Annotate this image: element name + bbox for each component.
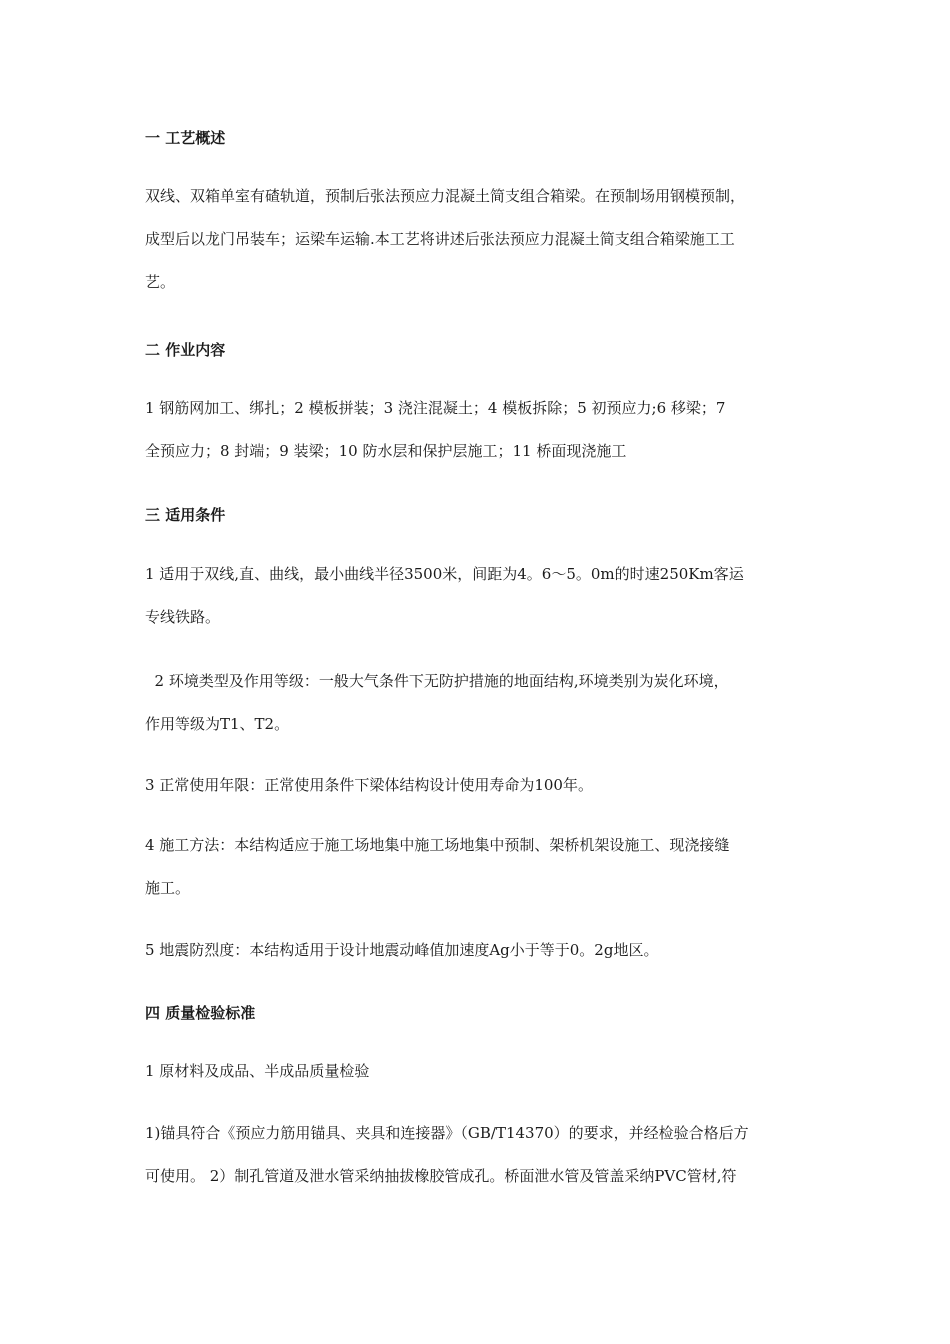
text-line: 艺。	[145, 273, 176, 291]
section-2-paragraph-1	[145, 387, 805, 473]
text-line: 2 环境类型及作用等级：一般大气条件下无防护措施的地面结构,环境类别为炭化环境，	[145, 672, 729, 690]
section-3-heading: 三 适用条件	[145, 506, 226, 524]
section-3-paragraph-2	[145, 660, 805, 746]
text-line: 全预应力；8 封端；9 装梁；10 防水层和保护层施工；11 桥面现浇施工	[145, 442, 627, 460]
text-line: 1 原材料及成品、半成品质量检验	[145, 1062, 370, 1080]
text-line: 施工。	[145, 879, 191, 897]
section-4-paragraph-2	[145, 1112, 805, 1198]
section-2-heading: 二 作业内容	[145, 341, 226, 359]
section-3-paragraph-5	[145, 929, 805, 972]
text-line: 可使用。 2）制孔管道及泄水管采纳抽拔橡胶管成孔。桥面泄水管及管盖采纳PVC管材,符	[145, 1167, 737, 1185]
text-line: 双线、双箱单室有碴轨道，预制后张法预应力混凝土简支组合箱梁。在预制场用钢模预制，	[145, 187, 746, 205]
section-4-paragraph-1	[145, 1050, 805, 1093]
text-line: 3 正常使用年限：正常使用条件下梁体结构设计使用寿命为100年。	[145, 776, 593, 794]
text-line: 1)锚具符合《预应力筋用锚具、夹具和连接器》（GB/T14370）的要求，并经检验合格后方	[145, 1124, 749, 1142]
section-3-paragraph-1	[145, 553, 805, 639]
section-1-paragraph-1	[145, 175, 805, 304]
text-line: 5 地震防烈度：本结构适用于设计地震动峰值加速度Ag小于等于0。2g地区。	[145, 941, 659, 959]
text-line: 专线铁路。	[145, 608, 221, 626]
section-3-paragraph-3	[145, 764, 805, 807]
text-line: 1 钢筋网加工、绑扎；2 模板拼装；3 浇注混凝土；4 模板拆除；5 初预应力;6 移梁；7	[145, 399, 726, 417]
text-line: 1 适用于双线,直、曲线，最小曲线半径3500米，间距为4。6～5。0m的时速250Km客运	[145, 565, 744, 583]
text-line: 作用等级为T1、T2。	[145, 715, 290, 733]
section-4-heading: 四 质量检验标准	[145, 1004, 256, 1022]
section-1-heading: 一 工艺概述	[145, 129, 226, 147]
text-line: 成型后以龙门吊装车；运梁车运输.本工艺将讲述后张法预应力混凝土简支组合箱梁施工工	[145, 230, 735, 248]
text-line: 4 施工方法：本结构适应于施工场地集中施工场地集中预制、架桥机架设施工、现浇接缝	[145, 836, 730, 854]
section-3-paragraph-4	[145, 824, 805, 910]
